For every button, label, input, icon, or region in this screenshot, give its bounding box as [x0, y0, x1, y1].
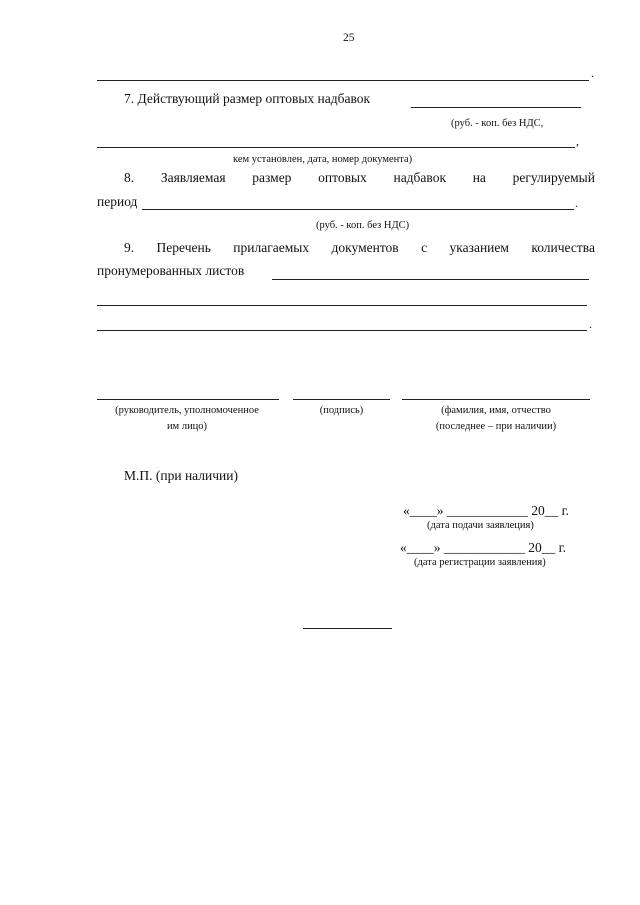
submission-date-caption: (дата подачи заявлеция)	[427, 520, 534, 531]
item8-word: оптовых	[318, 170, 367, 185]
item9-input-line-2	[97, 305, 587, 306]
item9-word: с	[421, 240, 428, 255]
page-number: 25	[343, 32, 355, 44]
item8-word: Заявляемая	[160, 170, 226, 185]
closing-separator	[303, 628, 392, 629]
item9-word: 9.	[124, 240, 135, 255]
line-end-dot: .	[591, 66, 594, 80]
head-caption-1: (руководитель, уполномоченное	[115, 405, 259, 416]
head-signature-line	[97, 399, 279, 400]
blank-line-top	[97, 80, 589, 81]
full-name-line	[402, 399, 590, 400]
item9-word: Перечень	[156, 240, 211, 255]
item9-word: документов	[331, 240, 399, 255]
item9-word: прилагаемых	[233, 240, 310, 255]
item9-heading	[124, 240, 595, 256]
full-name-caption-2: (последнее – при наличии)	[435, 421, 557, 432]
item9-input-line-3	[97, 330, 587, 331]
submission-date-field: «____» ____________ 20__ г.	[403, 503, 570, 518]
registration-date-field: «____» ____________ 20__ г.	[400, 540, 567, 555]
item8-heading	[124, 170, 595, 186]
item7-caption-2: кем установлен, дата, номер документа)	[233, 154, 413, 165]
registration-date-caption: (дата регистрации заявления)	[414, 557, 546, 568]
item9-word: указанием	[449, 240, 509, 255]
item9-line2: пронумерованных листов	[97, 263, 245, 278]
signature-line	[293, 399, 390, 400]
item7-label: 7. Действующий размер оптовых надбавок	[124, 91, 371, 106]
item8-input-line	[142, 209, 574, 210]
item8-period-label: период	[97, 194, 138, 209]
line-end-dot: ,	[576, 134, 579, 148]
full-name-caption-1: (фамилия, имя, отчество	[441, 405, 551, 416]
item7-caption-1: (руб. - коп. без НДС,	[451, 118, 544, 129]
item8-word: 8.	[124, 170, 135, 185]
item8-caption: (руб. - коп. без НДС)	[316, 220, 410, 231]
line-end-dot: .	[589, 317, 592, 331]
line-end-dot: .	[575, 196, 578, 210]
item8-word: на	[472, 170, 486, 185]
item7-input-line	[411, 107, 581, 108]
item8-word: надбавок	[393, 170, 447, 185]
stamp-label: М.П. (при наличии)	[124, 468, 238, 483]
signature-caption: (подпись)	[319, 405, 364, 416]
item8-word: размер	[252, 170, 292, 185]
head-caption-2: им лицо)	[166, 421, 208, 432]
item9-input-line-1	[272, 279, 589, 280]
item7-input-line-2	[97, 147, 575, 148]
item8-word: регулируемый	[512, 170, 595, 185]
item9-word: количества	[531, 240, 595, 255]
